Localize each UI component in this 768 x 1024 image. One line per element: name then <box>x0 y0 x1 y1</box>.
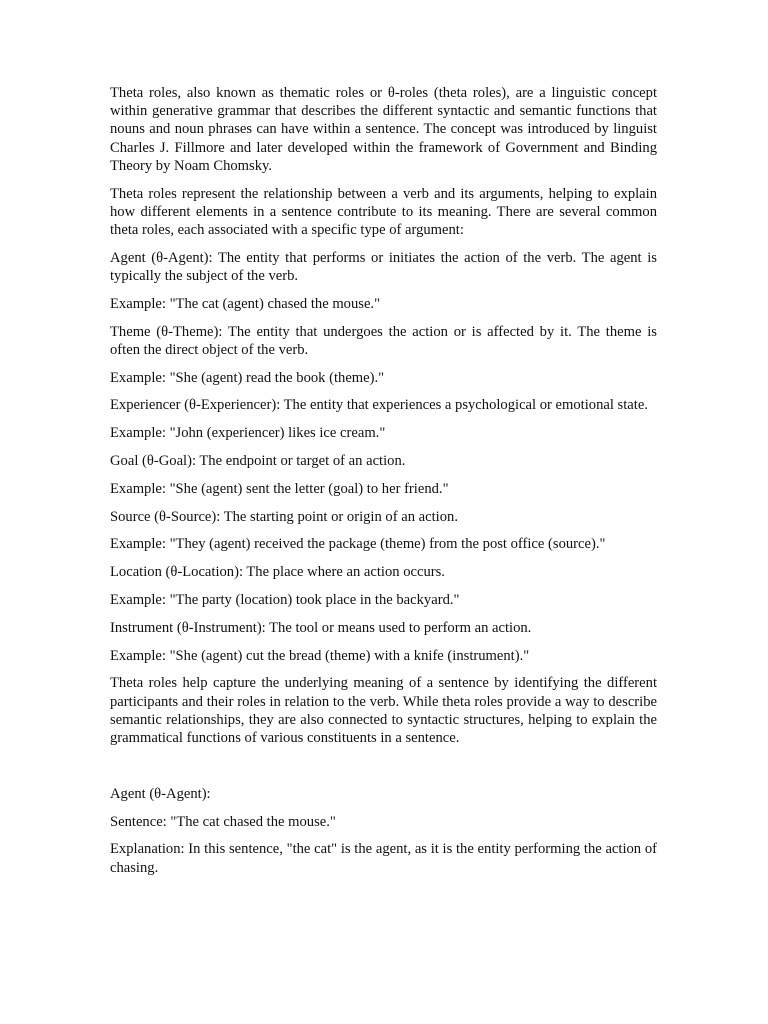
document-body <box>110 84 657 886</box>
location-example: Example: "The party (location) took place in the backyard." <box>110 591 460 608</box>
agent-definition: Agent (θ-Agent): The entity that performs or initiates the action of the verb. The agent is typically the subject of the verb. <box>110 249 657 285</box>
agent-explanation: Explanation: In this sentence, "the cat" is the agent, as it is the entity performing the action of chasing. <box>110 841 657 876</box>
theme-example: Example: "She (agent) read the book (theme)." <box>110 369 385 386</box>
agent-heading: Agent (θ-Agent): <box>110 785 211 802</box>
agent-example: Example: "The cat (agent) chased the mouse." <box>110 295 381 312</box>
goal-definition: Goal (θ-Goal): The endpoint or target of an action. <box>110 453 406 469</box>
theme-definition: Theme (θ-Theme): The entity that undergoes the action or is affected by it. The theme is often the direct object of the verb. <box>110 323 657 358</box>
overview-paragraph: Theta roles represent the relationship between a verb and its arguments, helping to explain how different elements in a sentence contribute to its meaning. There are several common theta roles, each associated with a specific type of argument: <box>110 185 657 239</box>
summary-paragraph: Theta roles help capture the underlying meaning of a sentence by identifying the different participants and their roles in relation to the verb. While theta roles provide a way to describe semantic relationships, they are also connected to syntactic structures, helping to explain the grammatical functions of various constituents in a sentence. <box>110 675 657 746</box>
experiencer-example: Example: "John (experiencer) likes ice cream." <box>110 425 386 442</box>
agent-sentence: Sentence: "The cat chased the mouse." <box>110 813 336 830</box>
goal-example: Example: "She (agent) sent the letter (goal) to her friend." <box>110 480 449 497</box>
instrument-example: Example: "She (agent) cut the bread (theme) with a knife (instrument)." <box>110 647 530 664</box>
section-gap <box>110 757 657 785</box>
experiencer-definition: Experiencer (θ-Experiencer): The entity that experiences a psychological or emotional state. <box>110 397 648 414</box>
location-definition: Location (θ-Location): The place where an action occurs. <box>110 564 445 581</box>
instrument-definition: Instrument (θ-Instrument): The tool or means used to perform an action. <box>110 619 532 636</box>
source-definition: Source (θ-Source): The starting point or origin of an action. <box>110 508 458 525</box>
intro-paragraph: Theta roles, also known as thematic roles or θ-roles (theta roles), are a linguistic concept within generative grammar that describes the different syntactic and semantic functions that nouns and noun phrases can have within a sentence. The concept was introduced by linguist Charles J. Fillmore and later developed within the framework of Government and Binding Theory by Noam Chomsky. <box>110 85 657 174</box>
source-example: Example: "They (agent) received the package (theme) from the post office (source)." <box>110 536 606 553</box>
